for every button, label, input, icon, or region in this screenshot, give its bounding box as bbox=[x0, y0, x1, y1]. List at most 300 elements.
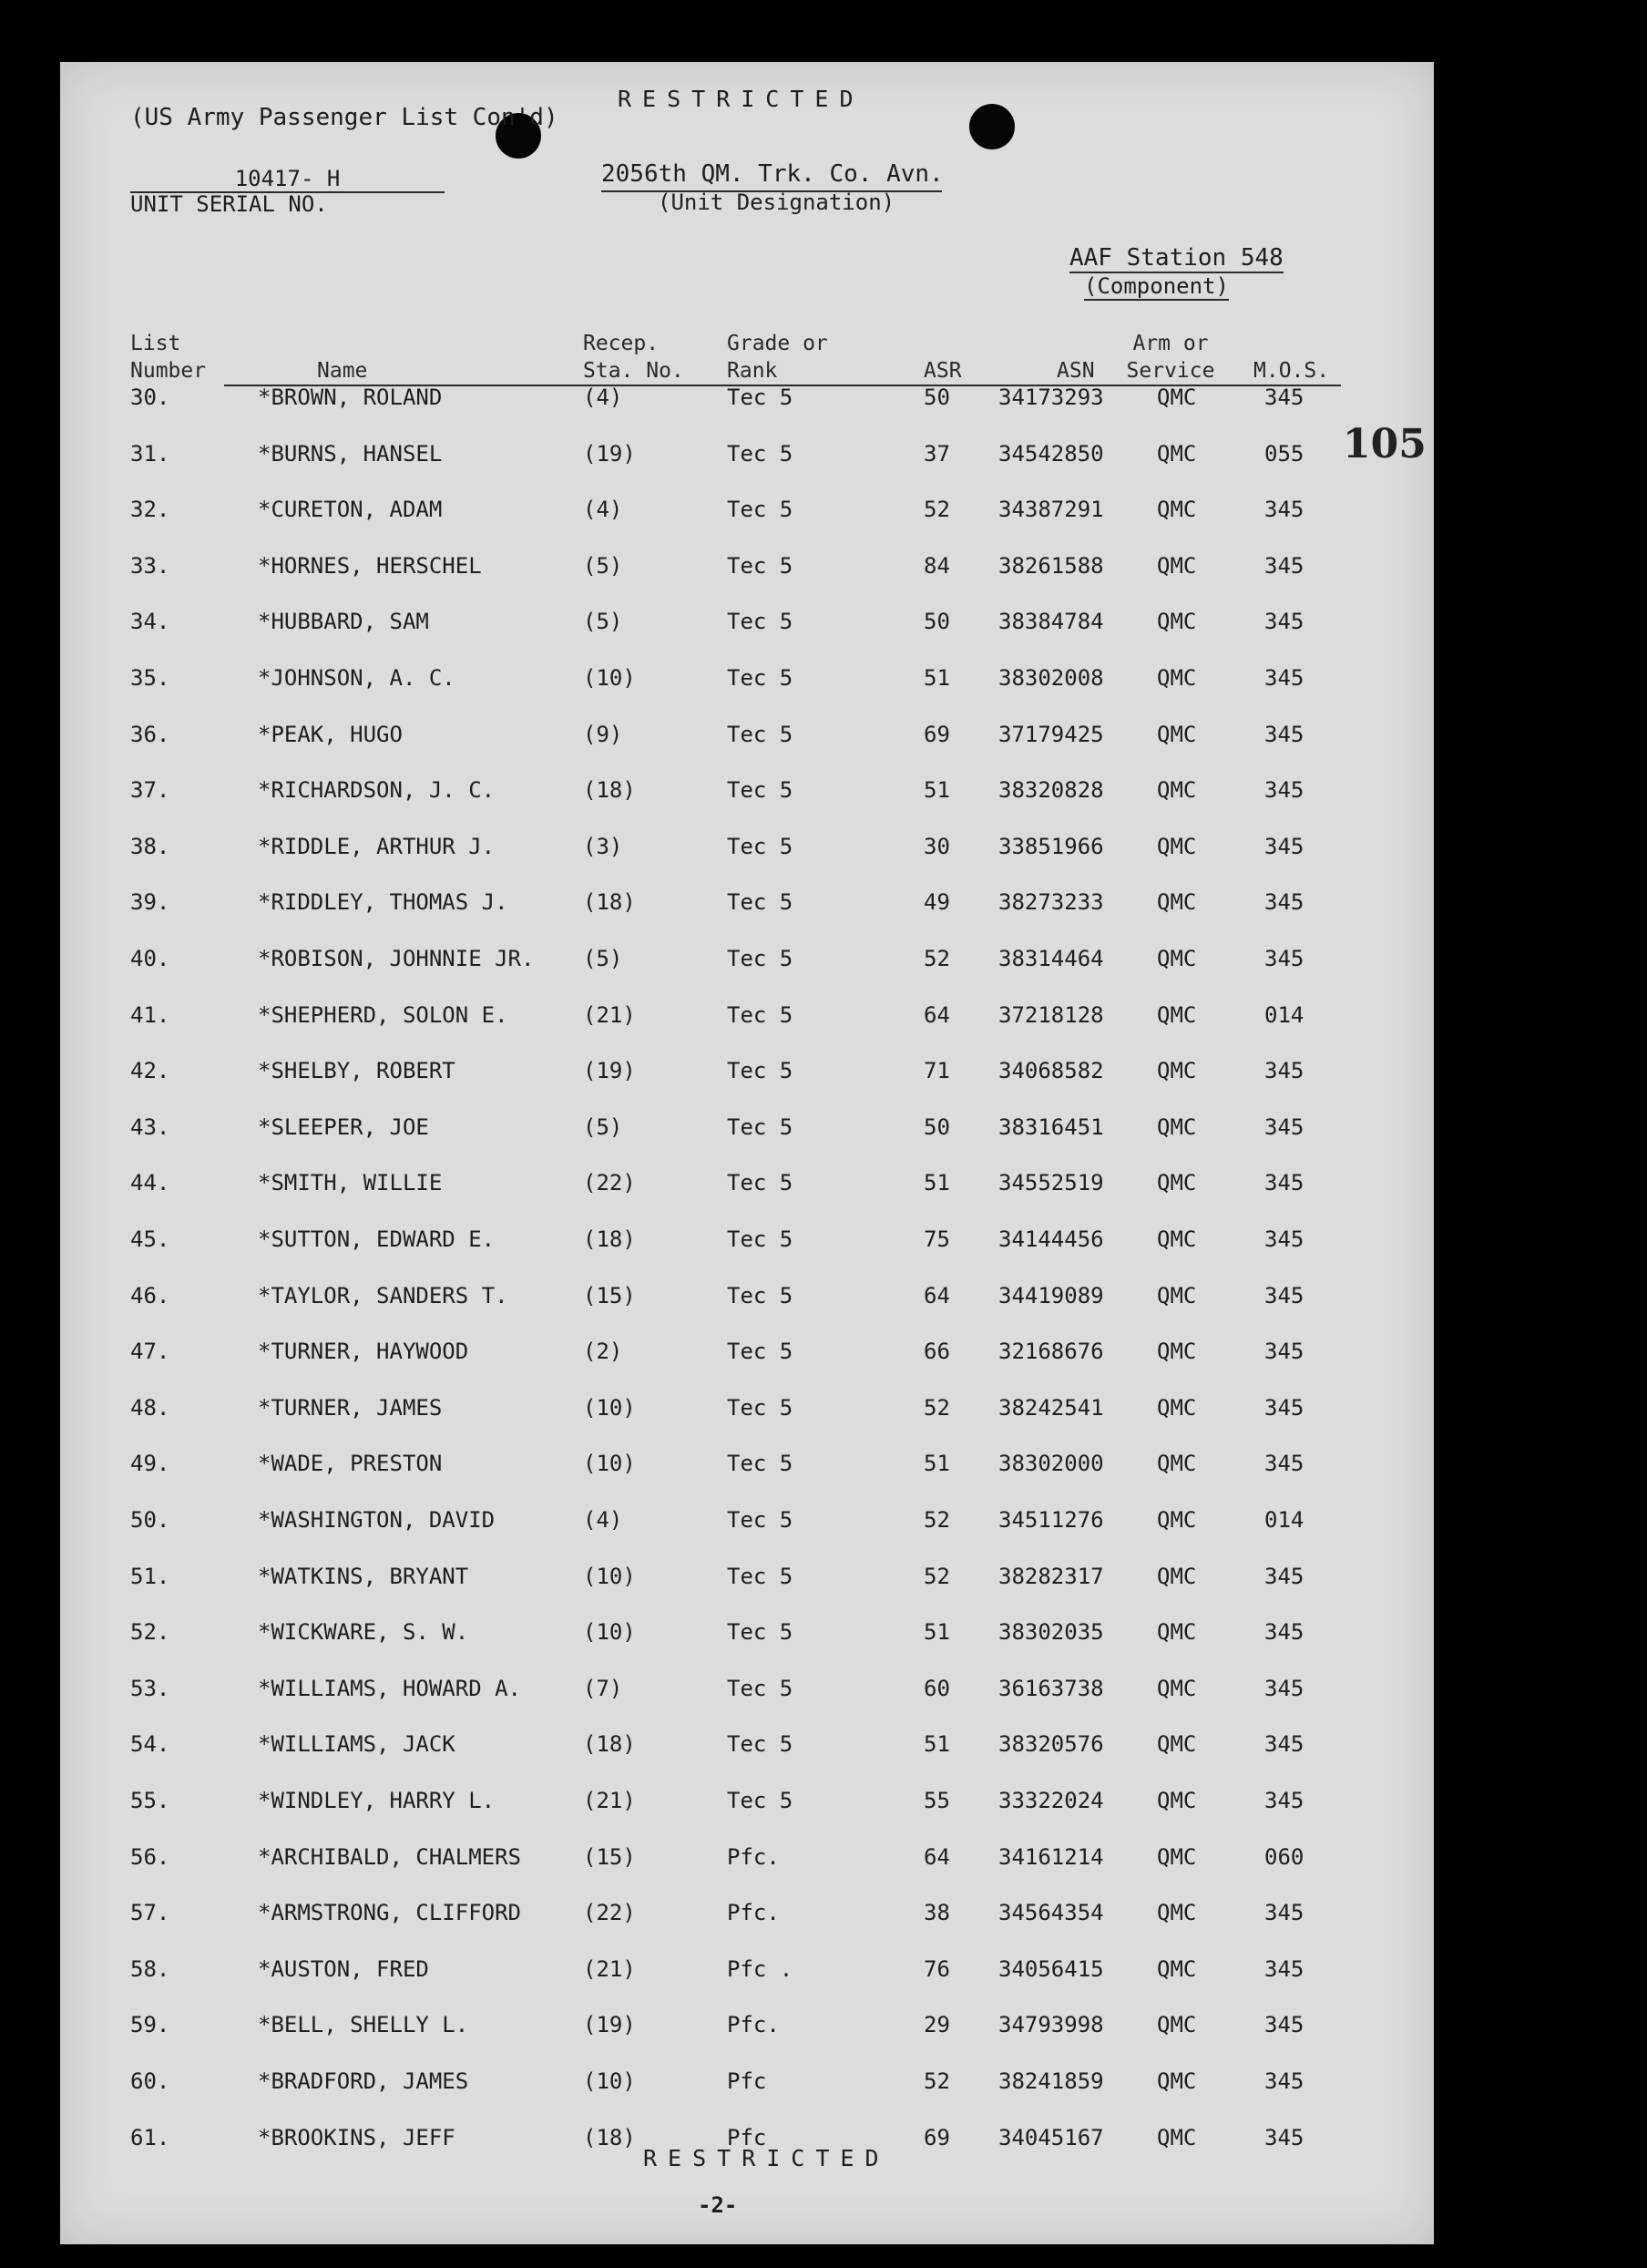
row-asr: 75 bbox=[924, 1226, 950, 1252]
row-grade: Tec 5 bbox=[727, 834, 793, 859]
row-asn: 34564354 bbox=[998, 1900, 1104, 1925]
col-header-grade: Grade or Rank bbox=[727, 332, 828, 383]
row-asr: 69 bbox=[924, 2125, 950, 2150]
row-grade: Tec 5 bbox=[727, 1451, 793, 1476]
table-row bbox=[60, 889, 1434, 926]
row-name: *SUTTON, EDWARD E. bbox=[258, 1226, 496, 1252]
row-arm-service: QMC bbox=[1157, 1058, 1197, 1083]
row-mos: 014 bbox=[1264, 1002, 1304, 1028]
row-name: *WADE, PRESTON bbox=[258, 1451, 443, 1476]
row-arm-service: QMC bbox=[1157, 1564, 1197, 1589]
row-arm-service: QMC bbox=[1157, 1339, 1197, 1364]
row-mos: 345 bbox=[1264, 946, 1304, 971]
row-grade: Pfc . bbox=[727, 1956, 793, 1982]
row-recep-station: (10) bbox=[583, 1564, 636, 1589]
row-recep-station: (18) bbox=[583, 889, 636, 915]
unit-serial-value: 10417- H bbox=[130, 166, 445, 193]
row-asr: 38 bbox=[924, 1900, 950, 1925]
table-row bbox=[60, 946, 1434, 982]
table-row bbox=[60, 1451, 1434, 1487]
row-arm-service: QMC bbox=[1157, 553, 1197, 579]
row-mos: 345 bbox=[1264, 889, 1304, 915]
row-arm-service: QMC bbox=[1157, 1731, 1197, 1757]
row-mos: 345 bbox=[1264, 834, 1304, 859]
row-mos: 345 bbox=[1264, 497, 1304, 522]
row-name: *BROWN, ROLAND bbox=[258, 385, 443, 410]
row-asr: 64 bbox=[924, 1844, 950, 1870]
row-mos: 055 bbox=[1264, 441, 1304, 467]
row-asr: 84 bbox=[924, 553, 950, 579]
row-number: 39. bbox=[130, 889, 170, 915]
table-row bbox=[60, 1676, 1434, 1712]
row-name: *RICHARDSON, J. C. bbox=[258, 777, 496, 803]
row-number: 53. bbox=[130, 1676, 170, 1701]
row-arm-service: QMC bbox=[1157, 1451, 1197, 1476]
row-asr: 64 bbox=[924, 1283, 950, 1308]
row-mos: 345 bbox=[1264, 722, 1304, 747]
row-number: 32. bbox=[130, 497, 170, 522]
punch-hole bbox=[969, 104, 1015, 149]
row-name: *WINDLEY, HARRY L. bbox=[258, 1788, 496, 1813]
row-name: *WASHINGTON, DAVID bbox=[258, 1507, 496, 1533]
row-number: 55. bbox=[130, 1788, 170, 1813]
row-grade: Tec 5 bbox=[727, 1788, 793, 1813]
row-asr: 51 bbox=[924, 777, 950, 803]
row-grade: Tec 5 bbox=[727, 1226, 793, 1252]
row-asr: 51 bbox=[924, 1451, 950, 1476]
row-recep-station: (5) bbox=[583, 1114, 623, 1140]
row-grade: Pfc. bbox=[727, 1844, 780, 1870]
row-arm-service: QMC bbox=[1157, 722, 1197, 747]
table-row bbox=[60, 1788, 1434, 1824]
row-arm-service: QMC bbox=[1157, 1283, 1197, 1308]
table-row bbox=[60, 1395, 1434, 1432]
row-mos: 345 bbox=[1264, 2125, 1304, 2150]
row-number: 34. bbox=[130, 609, 170, 634]
row-name: *JOHNSON, A. C. bbox=[258, 665, 455, 691]
row-asn: 32168676 bbox=[998, 1339, 1104, 1364]
table-row bbox=[60, 777, 1434, 814]
row-asr: 49 bbox=[924, 889, 950, 915]
row-number: 46. bbox=[130, 1283, 170, 1308]
row-recep-station: (5) bbox=[583, 553, 623, 579]
row-recep-station: (21) bbox=[583, 1788, 636, 1813]
row-grade: Tec 5 bbox=[727, 946, 793, 971]
row-recep-station: (21) bbox=[583, 1956, 636, 1982]
row-recep-station: (22) bbox=[583, 1900, 636, 1925]
row-mos: 345 bbox=[1264, 1619, 1304, 1645]
row-asn: 34552519 bbox=[998, 1170, 1104, 1196]
row-asn: 34793998 bbox=[998, 2012, 1104, 2037]
row-recep-station: (4) bbox=[583, 497, 623, 522]
row-recep-station: (9) bbox=[583, 722, 623, 747]
row-asr: 30 bbox=[924, 834, 950, 859]
table-row bbox=[60, 609, 1434, 645]
row-number: 41. bbox=[130, 1002, 170, 1028]
row-asn: 34387291 bbox=[998, 497, 1104, 522]
row-mos: 345 bbox=[1264, 2068, 1304, 2094]
row-name: *BROOKINS, JEFF bbox=[258, 2125, 455, 2150]
row-recep-station: (15) bbox=[583, 1283, 636, 1308]
row-number: 58. bbox=[130, 1956, 170, 1982]
row-arm-service: QMC bbox=[1157, 1002, 1197, 1028]
row-grade: Tec 5 bbox=[727, 441, 793, 467]
row-name: *HORNES, HERSCHEL bbox=[258, 553, 482, 579]
row-number: 52. bbox=[130, 1619, 170, 1645]
row-asn: 38261588 bbox=[998, 553, 1104, 579]
row-number: 37. bbox=[130, 777, 170, 803]
row-arm-service: QMC bbox=[1157, 1170, 1197, 1196]
station-label: (Component) bbox=[1084, 273, 1229, 299]
col-header-recep: Recep. Sta. No. bbox=[583, 332, 684, 383]
restricted-top-label: RESTRICTED bbox=[618, 86, 864, 112]
row-arm-service: QMC bbox=[1157, 497, 1197, 522]
row-mos: 345 bbox=[1264, 1058, 1304, 1083]
row-grade: Tec 5 bbox=[727, 497, 793, 522]
row-grade: Tec 5 bbox=[727, 1114, 793, 1140]
row-name: *HUBBARD, SAM bbox=[258, 609, 429, 634]
unit-serial-label: UNIT SERIAL NO. bbox=[130, 191, 328, 217]
row-asn: 34045167 bbox=[998, 2125, 1104, 2150]
row-grade: Tec 5 bbox=[727, 609, 793, 634]
table-row bbox=[60, 553, 1434, 590]
row-arm-service: QMC bbox=[1157, 2125, 1197, 2150]
table-row bbox=[60, 497, 1434, 533]
row-arm-service: QMC bbox=[1157, 777, 1197, 803]
row-grade: Tec 5 bbox=[727, 1170, 793, 1196]
row-name: *TAYLOR, SANDERS T. bbox=[258, 1283, 508, 1308]
row-mos: 345 bbox=[1264, 777, 1304, 803]
row-arm-service: QMC bbox=[1157, 1226, 1197, 1252]
row-arm-service: QMC bbox=[1157, 609, 1197, 634]
row-asr: 52 bbox=[924, 497, 950, 522]
table-row bbox=[60, 441, 1434, 477]
row-mos: 345 bbox=[1264, 665, 1304, 691]
row-mos: 345 bbox=[1264, 1226, 1304, 1252]
row-asr: 52 bbox=[924, 1507, 950, 1533]
row-name: *ARCHIBALD, CHALMERS bbox=[258, 1844, 521, 1870]
table-row bbox=[60, 722, 1434, 758]
row-number: 33. bbox=[130, 553, 170, 579]
row-arm-service: QMC bbox=[1157, 834, 1197, 859]
row-asn: 38384784 bbox=[998, 609, 1104, 634]
row-name: *SHELBY, ROBERT bbox=[258, 1058, 455, 1083]
row-asr: 51 bbox=[924, 1170, 950, 1196]
row-name: *WILLIAMS, JACK bbox=[258, 1731, 455, 1757]
row-number: 56. bbox=[130, 1844, 170, 1870]
row-name: *BELL, SHELLY L. bbox=[258, 2012, 469, 2037]
table-row bbox=[60, 1619, 1434, 1656]
row-arm-service: QMC bbox=[1157, 385, 1197, 410]
row-number: 54. bbox=[130, 1731, 170, 1757]
row-arm-service: QMC bbox=[1157, 1395, 1197, 1421]
row-recep-station: (5) bbox=[583, 946, 623, 971]
row-arm-service: QMC bbox=[1157, 1900, 1197, 1925]
list-title: (US Army Passenger List Con'd) bbox=[130, 104, 558, 131]
row-asn: 38302008 bbox=[998, 665, 1104, 691]
restricted-bottom-label: RESTRICTED bbox=[643, 2145, 890, 2171]
row-grade: Tec 5 bbox=[727, 1283, 793, 1308]
row-grade: Tec 5 bbox=[727, 1619, 793, 1645]
table-row bbox=[60, 1564, 1434, 1600]
row-recep-station: (10) bbox=[583, 665, 636, 691]
table-row bbox=[60, 1900, 1434, 1936]
table-row bbox=[60, 2068, 1434, 2105]
row-mos: 345 bbox=[1264, 1676, 1304, 1701]
row-number: 50. bbox=[130, 1507, 170, 1533]
row-asr: 76 bbox=[924, 1956, 950, 1982]
row-name: *SHEPHERD, SOLON E. bbox=[258, 1002, 508, 1028]
table-row bbox=[60, 1002, 1434, 1039]
row-asr: 50 bbox=[924, 385, 950, 410]
row-name: *RIDDLE, ARTHUR J. bbox=[258, 834, 496, 859]
row-number: 47. bbox=[130, 1339, 170, 1364]
row-recep-station: (18) bbox=[583, 777, 636, 803]
col-header-name: Name bbox=[317, 359, 368, 383]
row-asr: 51 bbox=[924, 665, 950, 691]
table-row bbox=[60, 1058, 1434, 1094]
table-row bbox=[60, 1114, 1434, 1151]
row-asr: 50 bbox=[924, 609, 950, 634]
unit-designation-label: (Unit Designation) bbox=[658, 190, 895, 215]
row-mos: 345 bbox=[1264, 1395, 1304, 1421]
row-name: *BURNS, HANSEL bbox=[258, 441, 443, 467]
row-number: 60. bbox=[130, 2068, 170, 2094]
row-arm-service: QMC bbox=[1157, 2068, 1197, 2094]
row-asr: 52 bbox=[924, 946, 950, 971]
row-arm-service: QMC bbox=[1157, 1676, 1197, 1701]
row-arm-service: QMC bbox=[1157, 1114, 1197, 1140]
table-row bbox=[60, 1731, 1434, 1768]
row-asr: 37 bbox=[924, 441, 950, 467]
row-grade: Pfc. bbox=[727, 1900, 780, 1925]
row-asn: 38273233 bbox=[998, 889, 1104, 915]
station-value: AAF Station 548 bbox=[1069, 244, 1284, 272]
row-mos: 345 bbox=[1264, 1339, 1304, 1364]
row-grade: Pfc bbox=[727, 2125, 767, 2150]
row-asr: 52 bbox=[924, 1395, 950, 1421]
row-recep-station: (7) bbox=[583, 1676, 623, 1701]
col-header-arm: Arm or Service bbox=[1126, 332, 1215, 383]
row-asr: 71 bbox=[924, 1058, 950, 1083]
row-name: *RIDDLEY, THOMAS J. bbox=[258, 889, 508, 915]
row-grade: Tec 5 bbox=[727, 1731, 793, 1757]
row-grade: Tec 5 bbox=[727, 1339, 793, 1364]
row-grade: Tec 5 bbox=[727, 1564, 793, 1589]
table-row bbox=[60, 1956, 1434, 1993]
row-arm-service: QMC bbox=[1157, 1507, 1197, 1533]
row-asn: 34144456 bbox=[998, 1226, 1104, 1252]
row-recep-station: (21) bbox=[583, 1002, 636, 1028]
row-arm-service: QMC bbox=[1157, 441, 1197, 467]
row-number: 35. bbox=[130, 665, 170, 691]
col-header-list-number: List Number bbox=[130, 332, 207, 383]
row-name: *WILLIAMS, HOWARD A. bbox=[258, 1676, 521, 1701]
row-name: *WICKWARE, S. W. bbox=[258, 1619, 469, 1645]
row-asn: 34161214 bbox=[998, 1844, 1104, 1870]
row-recep-station: (22) bbox=[583, 1170, 636, 1196]
row-recep-station: (19) bbox=[583, 441, 636, 467]
row-asn: 36163738 bbox=[998, 1676, 1104, 1701]
row-name: *ARMSTRONG, CLIFFORD bbox=[258, 1900, 521, 1925]
row-recep-station: (2) bbox=[583, 1339, 623, 1364]
row-recep-station: (10) bbox=[583, 1619, 636, 1645]
row-grade: Tec 5 bbox=[727, 1395, 793, 1421]
row-name: *CURETON, ADAM bbox=[258, 497, 443, 522]
row-recep-station: (4) bbox=[583, 1507, 623, 1533]
row-recep-station: (3) bbox=[583, 834, 623, 859]
page-number: -2- bbox=[698, 2192, 738, 2218]
row-number: 31. bbox=[130, 441, 170, 467]
row-asr: 51 bbox=[924, 1619, 950, 1645]
row-mos: 345 bbox=[1264, 1900, 1304, 1925]
row-mos: 060 bbox=[1264, 1844, 1304, 1870]
row-number: 44. bbox=[130, 1170, 170, 1196]
row-name: *TURNER, JAMES bbox=[258, 1395, 443, 1421]
row-recep-station: (4) bbox=[583, 385, 623, 410]
row-name: *SLEEPER, JOE bbox=[258, 1114, 429, 1140]
unit-designation-value: 2056th QM. Trk. Co. Avn. bbox=[601, 160, 944, 188]
row-recep-station: (18) bbox=[583, 2125, 636, 2150]
row-name: *SMITH, WILLIE bbox=[258, 1170, 443, 1196]
row-mos: 345 bbox=[1264, 1114, 1304, 1140]
row-number: 57. bbox=[130, 1900, 170, 1925]
row-number: 30. bbox=[130, 385, 170, 410]
row-name: *PEAK, HUGO bbox=[258, 722, 403, 747]
document-page bbox=[60, 62, 1434, 2244]
row-asn: 34511276 bbox=[998, 1507, 1104, 1533]
row-name: *ROBISON, JOHNNIE JR. bbox=[258, 946, 535, 971]
row-number: 45. bbox=[130, 1226, 170, 1252]
row-asn: 33322024 bbox=[998, 1788, 1104, 1813]
row-mos: 345 bbox=[1264, 1283, 1304, 1308]
row-asn: 37218128 bbox=[998, 1002, 1104, 1028]
row-mos: 345 bbox=[1264, 609, 1304, 634]
row-grade: Tec 5 bbox=[727, 665, 793, 691]
row-arm-service: QMC bbox=[1157, 1619, 1197, 1645]
row-arm-service: QMC bbox=[1157, 1956, 1197, 1982]
row-arm-service: QMC bbox=[1157, 2012, 1197, 2037]
row-asr: 55 bbox=[924, 1788, 950, 1813]
row-grade: Tec 5 bbox=[727, 1002, 793, 1028]
row-asn: 38282317 bbox=[998, 1564, 1104, 1589]
row-arm-service: QMC bbox=[1157, 889, 1197, 915]
row-arm-service: QMC bbox=[1157, 946, 1197, 971]
table-row bbox=[60, 1339, 1434, 1375]
col-header-asn: ASN bbox=[1057, 359, 1095, 383]
row-number: 36. bbox=[130, 722, 170, 747]
row-name: *AUSTON, FRED bbox=[258, 1956, 429, 1982]
row-mos: 345 bbox=[1264, 1170, 1304, 1196]
row-name: *WATKINS, BRYANT bbox=[258, 1564, 469, 1589]
table-row bbox=[60, 2012, 1434, 2048]
row-asn: 38241859 bbox=[998, 2068, 1104, 2094]
row-grade: Pfc. bbox=[727, 2012, 780, 2037]
row-mos: 345 bbox=[1264, 1788, 1304, 1813]
row-asr: 60 bbox=[924, 1676, 950, 1701]
row-grade: Tec 5 bbox=[727, 1058, 793, 1083]
row-asn: 38320576 bbox=[998, 1731, 1104, 1757]
table-row bbox=[60, 1283, 1434, 1319]
row-mos: 345 bbox=[1264, 1564, 1304, 1589]
row-asn: 38314464 bbox=[998, 946, 1104, 971]
row-recep-station: (10) bbox=[583, 2068, 636, 2094]
row-number: 43. bbox=[130, 1114, 170, 1140]
row-asn: 37179425 bbox=[998, 722, 1104, 747]
table-row bbox=[60, 1226, 1434, 1263]
table-row bbox=[60, 665, 1434, 702]
row-asr: 51 bbox=[924, 1731, 950, 1757]
row-number: 42. bbox=[130, 1058, 170, 1083]
row-grade: Tec 5 bbox=[727, 385, 793, 410]
row-asr: 69 bbox=[924, 722, 950, 747]
row-number: 51. bbox=[130, 1564, 170, 1589]
row-asr: 52 bbox=[924, 2068, 950, 2094]
table-row bbox=[60, 1844, 1434, 1881]
row-number: 61. bbox=[130, 2125, 170, 2150]
row-asr: 52 bbox=[924, 1564, 950, 1589]
row-asn: 34056415 bbox=[998, 1956, 1104, 1982]
row-recep-station: (19) bbox=[583, 2012, 636, 2037]
row-asr: 66 bbox=[924, 1339, 950, 1364]
row-asn: 34173293 bbox=[998, 385, 1104, 410]
row-asr: 64 bbox=[924, 1002, 950, 1028]
col-header-mos: M.O.S. bbox=[1253, 359, 1330, 383]
row-mos: 345 bbox=[1264, 385, 1304, 410]
row-recep-station: (10) bbox=[583, 1395, 636, 1421]
row-asn: 38316451 bbox=[998, 1114, 1104, 1140]
row-mos: 345 bbox=[1264, 2012, 1304, 2037]
row-arm-service: QMC bbox=[1157, 1844, 1197, 1870]
row-number: 49. bbox=[130, 1451, 170, 1476]
row-asn: 34068582 bbox=[998, 1058, 1104, 1083]
row-grade: Tec 5 bbox=[727, 777, 793, 803]
row-asn: 33851966 bbox=[998, 834, 1104, 859]
row-mos: 345 bbox=[1264, 1956, 1304, 1982]
row-mos: 345 bbox=[1264, 553, 1304, 579]
row-asn: 38302000 bbox=[998, 1451, 1104, 1476]
row-grade: Tec 5 bbox=[727, 722, 793, 747]
row-number: 40. bbox=[130, 946, 170, 971]
row-asn: 38242541 bbox=[998, 1395, 1104, 1421]
row-recep-station: (18) bbox=[583, 1226, 636, 1252]
row-recep-station: (10) bbox=[583, 1451, 636, 1476]
table-row bbox=[60, 834, 1434, 870]
col-header-asr: ASR bbox=[924, 359, 962, 383]
table-row bbox=[60, 385, 1434, 421]
row-grade: Tec 5 bbox=[727, 553, 793, 579]
row-asr: 29 bbox=[924, 2012, 950, 2037]
row-grade: Tec 5 bbox=[727, 1676, 793, 1701]
table-row bbox=[60, 1170, 1434, 1206]
row-mos: 345 bbox=[1264, 1451, 1304, 1476]
page-mark: 105 bbox=[1343, 421, 1427, 467]
row-number: 38. bbox=[130, 834, 170, 859]
row-grade: Tec 5 bbox=[727, 889, 793, 915]
row-asn: 34542850 bbox=[998, 441, 1104, 467]
row-mos: 014 bbox=[1264, 1507, 1304, 1533]
row-recep-station: (19) bbox=[583, 1058, 636, 1083]
row-recep-station: (15) bbox=[583, 1844, 636, 1870]
row-mos: 345 bbox=[1264, 1731, 1304, 1757]
row-recep-station: (18) bbox=[583, 1731, 636, 1757]
row-asr: 50 bbox=[924, 1114, 950, 1140]
row-asn: 34419089 bbox=[998, 1283, 1104, 1308]
row-grade: Pfc bbox=[727, 2068, 767, 2094]
row-number: 59. bbox=[130, 2012, 170, 2037]
row-name: *TURNER, HAYWOOD bbox=[258, 1339, 469, 1364]
row-asn: 38302035 bbox=[998, 1619, 1104, 1645]
